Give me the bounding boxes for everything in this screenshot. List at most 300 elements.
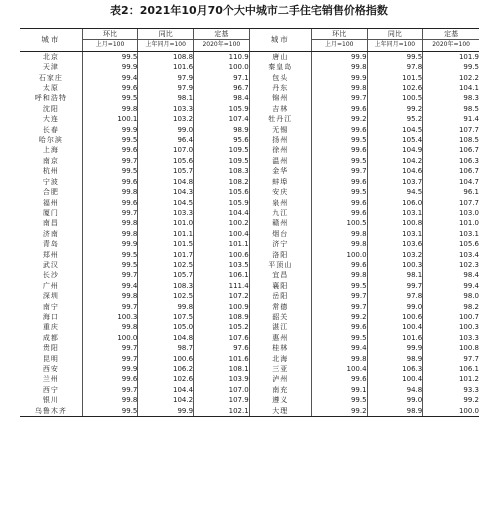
mom-value: 99.7	[82, 302, 138, 312]
mom-value: 99.4	[82, 281, 138, 291]
header-mom-left: 环比	[82, 29, 138, 40]
city-name: 襄阳	[249, 281, 311, 291]
city-name: 桂林	[249, 343, 311, 353]
yoy-value: 103.1	[367, 208, 423, 218]
fixed-value: 97.7	[423, 354, 479, 364]
fixed-value: 103.1	[423, 229, 479, 239]
city-name: 北京	[42, 52, 59, 61]
mom-value: 99.6	[311, 322, 367, 332]
mom-value: 99.7	[82, 270, 138, 280]
city-name: 杭州	[42, 167, 59, 176]
table-row	[20, 187, 479, 197]
city-name: 遵义	[249, 395, 311, 405]
mom-value: 99.6	[311, 198, 367, 208]
mom-value: 99.6	[82, 145, 138, 155]
city-name: 平顶山	[249, 260, 311, 270]
mom-value: 99.7	[82, 156, 138, 166]
fixed-value: 98.3	[423, 93, 479, 103]
yoy-value: 101.6	[367, 333, 423, 343]
yoy-value: 100.8	[367, 218, 423, 228]
yoy-value: 108.3	[138, 281, 194, 291]
mom-value: 99.5	[82, 93, 138, 103]
fixed-value: 105.6	[194, 187, 250, 197]
yoy-value: 98.1	[367, 270, 423, 280]
mom-value: 99.7	[311, 166, 367, 176]
yoy-value: 102.5	[138, 291, 194, 301]
city-name: 唐山	[249, 51, 311, 62]
mom-value: 99.6	[311, 145, 367, 155]
fixed-value: 99.5	[423, 62, 479, 72]
city-name: 湛江	[249, 322, 311, 332]
mom-value: 99.8	[311, 83, 367, 93]
mom-value: 99.6	[82, 83, 138, 93]
yoy-value: 102.6	[138, 374, 194, 384]
city-name: 泉州	[249, 198, 311, 208]
city-name: 石家庄	[38, 73, 63, 82]
yoy-value: 99.7	[367, 281, 423, 291]
mom-value: 99.6	[311, 104, 367, 114]
fixed-value: 98.4	[423, 270, 479, 280]
header-fixed-right: 定基	[423, 29, 479, 40]
fixed-value: 102.3	[423, 260, 479, 270]
fixed-value: 103.3	[423, 333, 479, 343]
yoy-value: 100.6	[138, 354, 194, 364]
mom-value: 99.5	[82, 406, 138, 417]
table-row	[20, 239, 479, 249]
mom-value: 99.7	[82, 208, 138, 218]
city-name: 丹东	[249, 83, 311, 93]
fixed-value: 101.9	[423, 51, 479, 62]
fixed-value: 108.3	[194, 166, 250, 176]
yoy-value: 103.7	[367, 177, 423, 187]
mom-value: 99.5	[311, 395, 367, 405]
mom-value: 99.8	[82, 218, 138, 228]
yoy-value: 97.9	[138, 83, 194, 93]
table-row	[20, 208, 479, 218]
yoy-value: 101.0	[138, 218, 194, 228]
mom-value: 99.1	[311, 385, 367, 395]
fixed-value: 107.7	[423, 125, 479, 135]
table-row	[20, 166, 479, 176]
city-name: 福州	[42, 198, 59, 207]
table-row	[20, 333, 479, 343]
header-yoy-sub-left: 上年同月=100	[138, 40, 194, 51]
city-name: 哈尔滨	[38, 136, 63, 145]
yoy-value: 105.4	[367, 135, 423, 145]
yoy-value: 100.5	[367, 93, 423, 103]
city-name: 成都	[42, 333, 59, 342]
yoy-value: 103.6	[367, 239, 423, 249]
yoy-value: 101.7	[138, 250, 194, 260]
fixed-value: 102.2	[423, 73, 479, 83]
mom-value: 100.3	[82, 312, 138, 322]
fixed-value: 100.4	[194, 229, 250, 239]
city-name: 银川	[42, 396, 59, 405]
city-name: 济宁	[249, 239, 311, 249]
yoy-value: 105.6	[138, 156, 194, 166]
city-name: 蚌埠	[249, 177, 311, 187]
yoy-value: 108.8	[138, 51, 194, 62]
fixed-value: 108.1	[194, 364, 250, 374]
city-name: 厦门	[42, 208, 59, 217]
fixed-value: 111.4	[194, 281, 250, 291]
fixed-value: 100.8	[423, 343, 479, 353]
mom-value: 99.8	[311, 354, 367, 364]
header-mom-sub-left: 上月=100	[82, 40, 138, 51]
mom-value: 99.9	[311, 73, 367, 83]
mom-value: 100.4	[311, 364, 367, 374]
fixed-value: 102.1	[194, 406, 250, 417]
fixed-value: 93.3	[423, 385, 479, 395]
header-city-left: 城市	[20, 29, 82, 52]
city-name: 宜昌	[249, 270, 311, 280]
table-row	[20, 260, 479, 270]
yoy-value: 102.5	[138, 260, 194, 270]
mom-value: 99.5	[82, 260, 138, 270]
header-yoy-right: 同比	[367, 29, 423, 40]
table-row	[20, 125, 479, 135]
fixed-value: 105.2	[194, 322, 250, 332]
city-name: 沈阳	[42, 104, 59, 113]
mom-value: 99.4	[82, 73, 138, 83]
city-name: 烟台	[249, 229, 311, 239]
mom-value: 99.8	[82, 291, 138, 301]
table-row	[20, 281, 479, 291]
table-row	[20, 312, 479, 322]
city-name: 大连	[42, 115, 59, 124]
fixed-value: 105.9	[194, 198, 250, 208]
city-name: 西安	[42, 365, 59, 373]
city-name: 兰州	[42, 375, 59, 384]
city-name: 重庆	[42, 323, 59, 332]
mom-value: 99.5	[311, 281, 367, 291]
table-row	[20, 93, 479, 103]
fixed-value: 107.2	[194, 291, 250, 301]
mom-value: 99.8	[311, 229, 367, 239]
city-name: 惠州	[249, 333, 311, 343]
city-name: 广州	[42, 281, 59, 290]
mom-value: 99.8	[311, 62, 367, 72]
header-yoy-left: 同比	[138, 29, 194, 40]
yoy-value: 98.1	[138, 93, 194, 103]
yoy-value: 99.0	[367, 395, 423, 405]
yoy-value: 104.3	[138, 187, 194, 197]
table-row	[20, 83, 479, 93]
table-row	[20, 177, 479, 187]
mom-value: 99.6	[82, 177, 138, 187]
fixed-value: 97.6	[194, 343, 250, 353]
city-name: 呼和浩特	[34, 94, 67, 103]
header-city-right: 城市	[249, 29, 311, 52]
mom-value: 100.1	[82, 114, 138, 124]
table-row	[20, 322, 479, 332]
mom-value: 99.7	[311, 93, 367, 103]
mom-value: 99.6	[311, 374, 367, 384]
yoy-value: 104.8	[138, 333, 194, 343]
fixed-value: 104.7	[423, 177, 479, 187]
city-name: 扬州	[249, 135, 311, 145]
mom-value: 99.5	[82, 135, 138, 145]
table-row	[20, 250, 479, 260]
mom-value: 99.8	[82, 395, 138, 405]
yoy-value: 106.2	[138, 364, 194, 374]
yoy-value: 104.5	[367, 125, 423, 135]
city-name: 青岛	[42, 240, 59, 249]
fixed-value: 107.4	[194, 114, 250, 124]
yoy-value: 105.7	[138, 166, 194, 176]
mom-value: 100.5	[311, 218, 367, 228]
fixed-value: 98.4	[194, 93, 250, 103]
city-name: 秦皇岛	[249, 62, 311, 72]
yoy-value: 107.0	[138, 145, 194, 155]
yoy-value: 104.4	[138, 385, 194, 395]
yoy-value: 103.1	[367, 229, 423, 239]
city-name: 长沙	[42, 271, 59, 280]
fixed-value: 110.9	[194, 51, 250, 62]
city-name: 南昌	[42, 219, 59, 228]
table-row	[20, 374, 479, 384]
mom-value: 99.6	[311, 125, 367, 135]
yoy-value: 98.9	[367, 354, 423, 364]
mom-value: 99.5	[311, 135, 367, 145]
fixed-value: 106.1	[423, 364, 479, 374]
city-name: 无锡	[249, 125, 311, 135]
mom-value: 99.8	[82, 322, 138, 332]
city-name: 锦州	[249, 93, 311, 103]
fixed-value: 100.0	[194, 62, 250, 72]
city-name: 上海	[42, 146, 59, 155]
yoy-value: 101.5	[367, 73, 423, 83]
city-name: 大理	[249, 406, 311, 417]
city-name: 包头	[249, 73, 311, 83]
mom-value: 99.9	[82, 364, 138, 374]
fixed-value: 103.4	[423, 250, 479, 260]
yoy-value: 101.1	[138, 229, 194, 239]
mom-value: 99.7	[82, 385, 138, 395]
city-name: 深圳	[42, 292, 59, 301]
table-row	[20, 291, 479, 301]
yoy-value: 104.9	[367, 145, 423, 155]
city-name: 九江	[249, 208, 311, 218]
mom-value: 99.7	[82, 343, 138, 353]
yoy-value: 98.9	[367, 406, 423, 417]
fixed-value: 97.1	[194, 73, 250, 83]
city-name: 贵阳	[42, 344, 59, 353]
city-name: 济南	[42, 229, 59, 238]
fixed-value: 103.5	[194, 260, 250, 270]
table-row	[20, 343, 479, 353]
yoy-value: 97.9	[138, 73, 194, 83]
fixed-value: 107.6	[194, 333, 250, 343]
yoy-value: 99.8	[138, 302, 194, 312]
price-index-table	[20, 28, 479, 417]
table-row	[20, 156, 479, 166]
city-name: 洛阳	[249, 250, 311, 260]
table-row	[20, 135, 479, 145]
fixed-value: 100.6	[194, 250, 250, 260]
table-row	[20, 395, 479, 405]
yoy-value: 101.6	[138, 62, 194, 72]
fixed-value: 108.9	[194, 312, 250, 322]
fixed-value: 101.2	[423, 374, 479, 384]
yoy-value: 100.3	[367, 260, 423, 270]
city-name: 郑州	[42, 250, 59, 259]
fixed-value: 109.5	[194, 145, 250, 155]
fixed-value: 100.2	[194, 218, 250, 228]
table-row	[20, 62, 479, 72]
yoy-value: 99.9	[138, 406, 194, 417]
city-name: 三亚	[249, 364, 311, 374]
city-name: 天津	[42, 63, 59, 72]
yoy-value: 99.0	[367, 302, 423, 312]
yoy-value: 106.0	[367, 198, 423, 208]
mom-value: 100.0	[82, 333, 138, 343]
header-yoy-sub-right: 上年同月=100	[367, 40, 423, 51]
fixed-value: 100.0	[423, 406, 479, 417]
yoy-value: 102.6	[367, 83, 423, 93]
fixed-value: 107.7	[423, 198, 479, 208]
mom-value: 99.8	[311, 239, 367, 249]
yoy-value: 99.0	[138, 125, 194, 135]
fixed-value: 108.2	[194, 177, 250, 187]
city-name: 北海	[249, 354, 311, 364]
table-row	[20, 73, 479, 83]
table-row	[20, 364, 479, 374]
fixed-value: 98.0	[423, 291, 479, 301]
yoy-value: 104.2	[367, 156, 423, 166]
mom-value: 99.6	[311, 260, 367, 270]
table-title: 表2：2021年10月70个大中城市二手住宅销售价格指数	[110, 4, 388, 17]
city-name: 宁波	[42, 177, 59, 186]
yoy-value: 95.2	[367, 114, 423, 124]
mom-value: 99.5	[82, 250, 138, 260]
fixed-value: 106.3	[423, 156, 479, 166]
header-fixed-sub-right: 2020年=100	[423, 40, 479, 51]
mom-value: 99.7	[311, 291, 367, 301]
fixed-value: 101.1	[194, 239, 250, 249]
yoy-value: 105.0	[138, 322, 194, 332]
city-name: 海口	[42, 312, 59, 321]
fixed-value: 96.7	[194, 83, 250, 93]
fixed-value: 106.7	[423, 145, 479, 155]
table-row	[20, 51, 479, 62]
fixed-value: 101.6	[194, 354, 250, 364]
mom-value: 99.9	[82, 125, 138, 135]
fixed-value: 101.0	[423, 218, 479, 228]
yoy-value: 96.4	[138, 135, 194, 145]
fixed-value: 100.3	[423, 322, 479, 332]
mom-value: 99.6	[311, 208, 367, 218]
fixed-value: 106.7	[423, 166, 479, 176]
fixed-value: 91.4	[423, 114, 479, 124]
mom-value: 99.4	[311, 343, 367, 353]
yoy-value: 104.2	[138, 395, 194, 405]
fixed-value: 107.9	[194, 395, 250, 405]
fixed-value: 105.9	[194, 104, 250, 114]
yoy-value: 99.5	[367, 51, 423, 62]
table-row	[20, 198, 479, 208]
city-name: 赣州	[249, 218, 311, 228]
fixed-value: 99.4	[423, 281, 479, 291]
mom-value: 99.5	[311, 333, 367, 343]
yoy-value: 104.6	[367, 166, 423, 176]
mom-value: 99.8	[311, 270, 367, 280]
yoy-value: 101.5	[138, 239, 194, 249]
fixed-value: 103.0	[423, 208, 479, 218]
table-row	[20, 302, 479, 312]
yoy-value: 103.2	[367, 250, 423, 260]
mom-value: 99.9	[82, 62, 138, 72]
city-name: 徐州	[249, 145, 311, 155]
yoy-value: 98.7	[138, 343, 194, 353]
city-name: 太原	[42, 84, 59, 93]
fixed-value: 105.6	[423, 239, 479, 249]
header-mom-sub-right: 上月=100	[311, 40, 367, 51]
header-fixed-sub-left: 2020年=100	[194, 40, 250, 51]
mom-value: 99.6	[82, 374, 138, 384]
city-name: 安庆	[249, 187, 311, 197]
yoy-value: 100.4	[367, 374, 423, 384]
city-name: 泸州	[249, 374, 311, 384]
city-name: 长春	[42, 125, 59, 134]
city-name: 昆明	[42, 354, 59, 363]
table-row	[20, 104, 479, 114]
yoy-value: 103.2	[138, 114, 194, 124]
city-name: 南充	[249, 385, 311, 395]
yoy-value: 97.8	[367, 291, 423, 301]
table-row	[20, 218, 479, 228]
mom-value: 99.7	[82, 354, 138, 364]
mom-value: 99.6	[311, 177, 367, 187]
table-row	[20, 406, 479, 417]
table-row	[20, 270, 479, 280]
fixed-value: 99.2	[423, 395, 479, 405]
fixed-value: 95.6	[194, 135, 250, 145]
yoy-value: 103.3	[138, 208, 194, 218]
fixed-value: 96.1	[423, 187, 479, 197]
mom-value: 99.8	[82, 187, 138, 197]
yoy-value: 100.4	[367, 322, 423, 332]
mom-value: 99.8	[82, 229, 138, 239]
fixed-value: 107.0	[194, 385, 250, 395]
header-fixed-left: 定基	[194, 29, 250, 40]
mom-value: 99.5	[311, 156, 367, 166]
mom-value: 99.9	[82, 239, 138, 249]
city-name: 西宁	[42, 385, 59, 394]
fixed-value: 100.7	[423, 312, 479, 322]
fixed-value: 103.9	[194, 374, 250, 384]
mom-value: 99.2	[311, 312, 367, 322]
city-name: 韶关	[249, 312, 311, 322]
table-row	[20, 114, 479, 124]
city-name: 岳阳	[249, 291, 311, 301]
yoy-value: 105.7	[138, 270, 194, 280]
table-row	[20, 385, 479, 395]
mom-value: 99.2	[311, 114, 367, 124]
table-row	[20, 145, 479, 155]
mom-value: 100.0	[311, 250, 367, 260]
mom-value: 99.2	[311, 406, 367, 417]
yoy-value: 104.8	[138, 177, 194, 187]
yoy-value: 94.8	[367, 385, 423, 395]
city-name: 吉林	[249, 104, 311, 114]
fixed-value: 108.5	[423, 135, 479, 145]
table-row	[20, 229, 479, 239]
city-name: 乌鲁木齐	[20, 406, 82, 417]
mom-value: 99.7	[311, 302, 367, 312]
mom-value: 99.9	[311, 51, 367, 62]
city-name: 南京	[42, 156, 59, 165]
